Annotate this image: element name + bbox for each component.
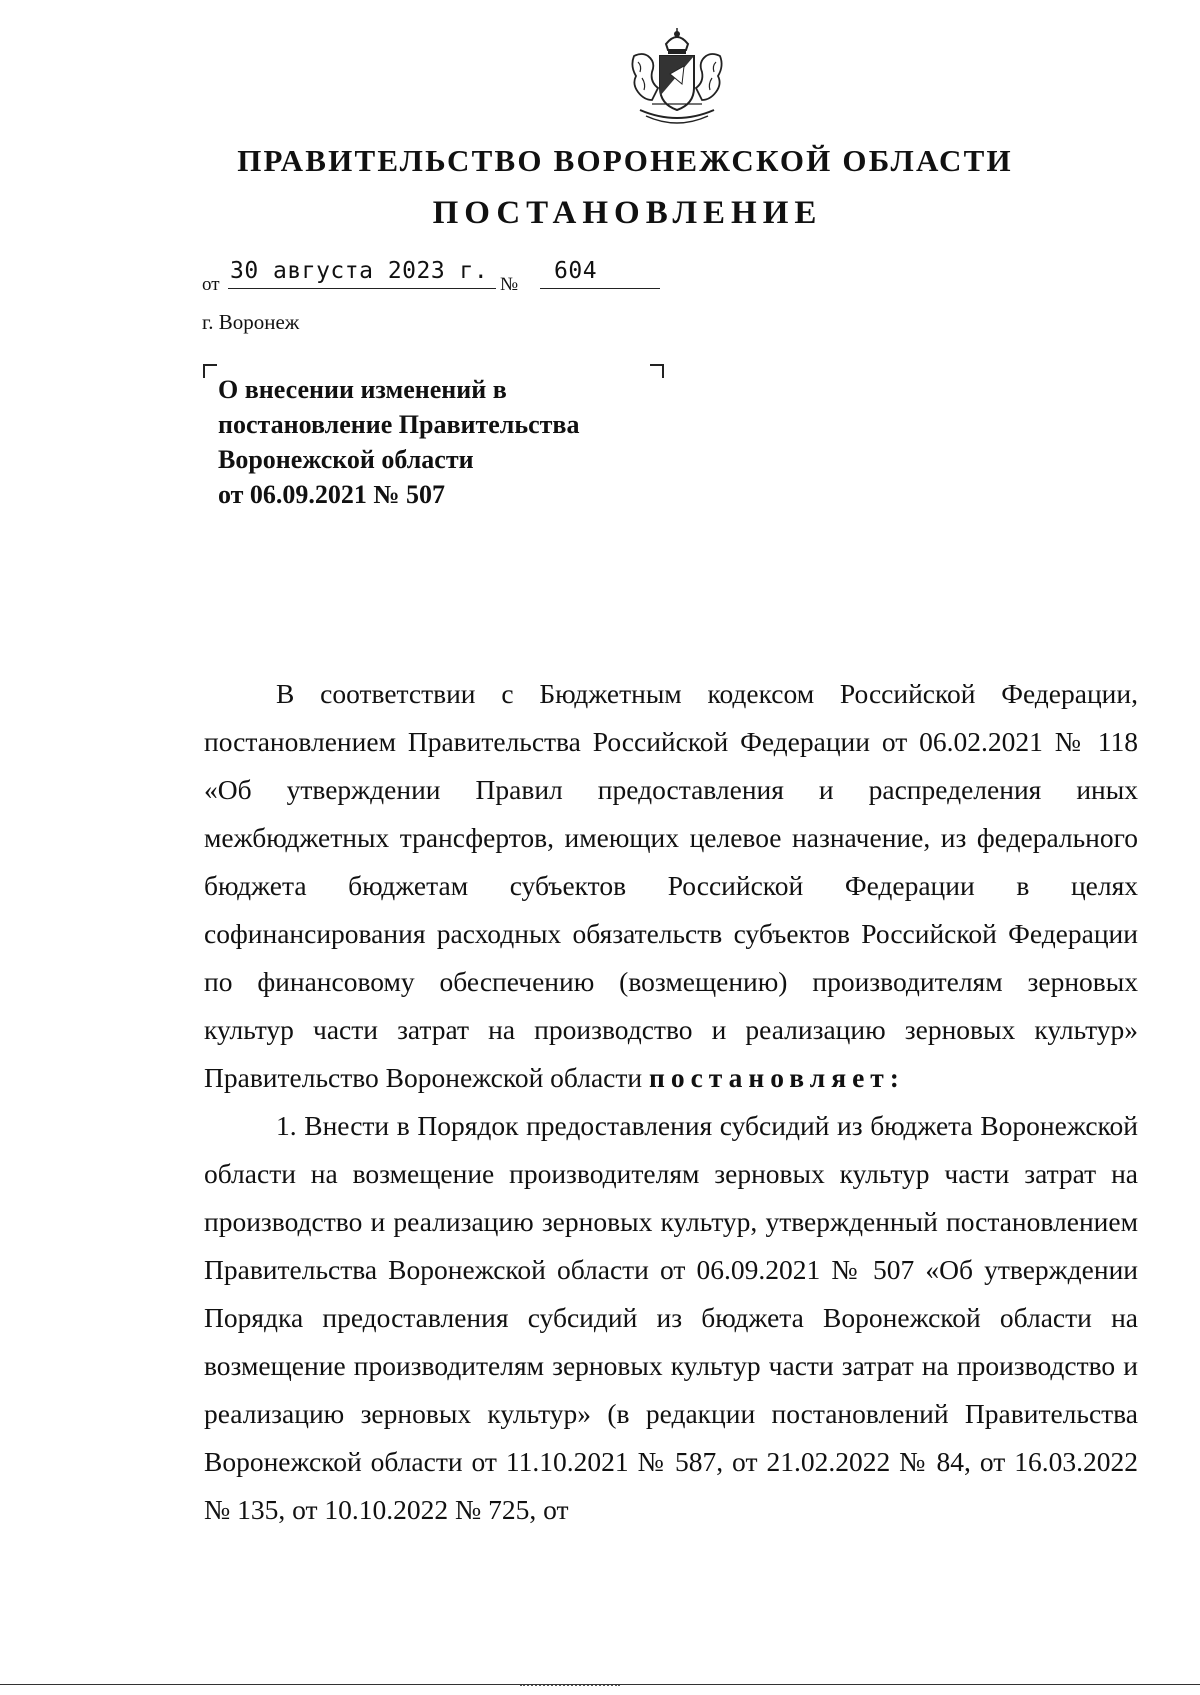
item-1-text: 1. Внести в Порядок предоставления субсидий из бюджета Воронежской области на возмещение производителям зерновых культур части затрат на производство и реализацию зерновых культур, утвержденный постановлением Правительства Воронежской области от 06.09.2021 № 507 «Об утверждении Порядка предоставления субсидий из бюджета Воронежской области на возмещение производителям зерновых культур части затрат на производство и реализацию зерновых культур» (в редакции постановлений Правительства Воронежской области от 11.10.2021 № 587, от 21.02.2022 № 84, от 16.03.2022 № 135, от 10.10.2022 № 725, от: [204, 1110, 1138, 1525]
subject-corner-right: [650, 364, 664, 378]
document-subject: [218, 372, 579, 512]
subject-corner-left: [203, 364, 217, 378]
subject-line: Воронежской области: [218, 445, 474, 474]
subject-line: постановление Правительства: [218, 410, 580, 439]
resolves-word: постановляет:: [648, 1062, 905, 1093]
subject-line: от 06.09.2021 № 507: [218, 480, 446, 509]
subject-line: О внесении изменений в: [218, 375, 507, 404]
paragraph-item-1: [204, 1102, 1138, 1534]
preamble-text: В соответствии с Бюджетным кодексом Российской Федерации, постановлением Правительства Российской Федерации от 06.02.2021 № 118 «Об утверждении Правил предоставления и распределения иных межбюджетных трансфертов, имеющих целевое назначение, из федерального бюджета бюджетам субъектов Российской Федерации в целях софинансирования расходных обязательств субъектов Российской Федерации по финансовому обеспечению (возмещению) производителям зерновых культур части затрат на производство и реализацию зерновых культур» Правительство Воронежской области: [204, 678, 1138, 1093]
document-date: 30 августа 2023 г.: [230, 258, 489, 284]
page-bottom-edge: [0, 1684, 1200, 1685]
paragraph-preamble: [204, 670, 1138, 1102]
coat-of-arms-icon: [622, 26, 732, 130]
government-title: ПРАВИТЕЛЬСТВО ВОРОНЕЖСКОЙ ОБЛАСТИ: [237, 143, 1013, 178]
document-body: [204, 670, 1138, 1534]
date-underline: [228, 288, 496, 289]
number-underline: [540, 288, 660, 289]
from-label: от: [202, 274, 220, 295]
date-number-line: [202, 258, 682, 298]
document-type: ПОСТАНОВЛЕНИЕ: [432, 195, 823, 231]
city: г. Воронеж: [202, 310, 300, 334]
number-label: №: [500, 274, 519, 295]
document-number: 604: [554, 258, 598, 284]
